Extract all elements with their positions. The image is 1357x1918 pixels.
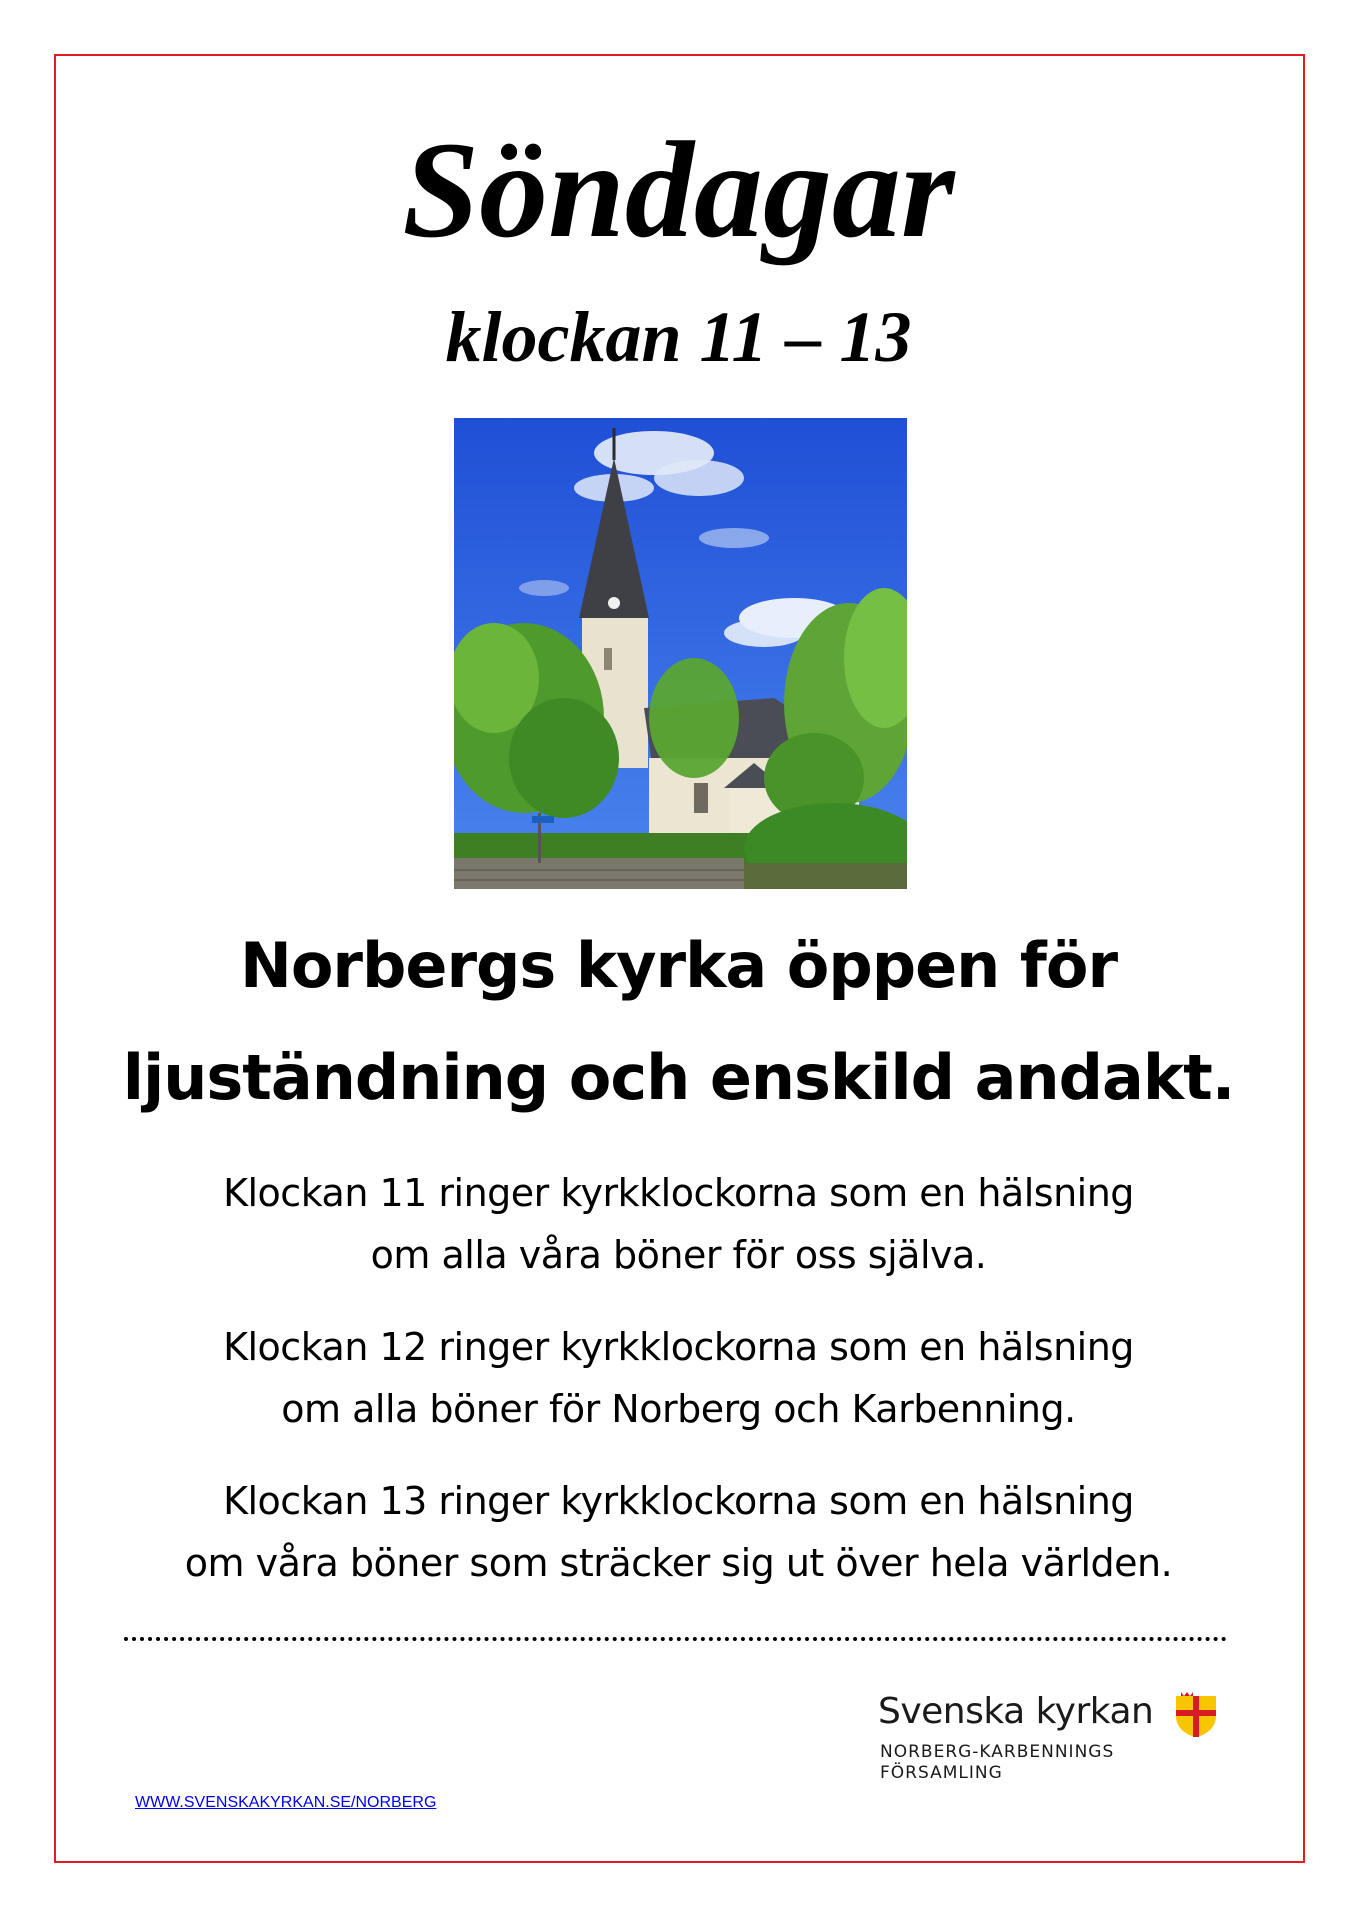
main-heading-line-2: ljuständning och enskild andakt. (122, 1041, 1235, 1114)
page-title: Söndagar (402, 113, 955, 266)
dotted-divider (124, 1637, 1227, 1641)
website-link[interactable]: WWW.SVENSKAKYRKAN.SE/NORBERG (135, 1794, 437, 1811)
main-heading-line-1: Norbergs kyrka öppen för (239, 929, 1118, 1002)
logo-subtitle-line-2: FÖRSAMLING (880, 1763, 1003, 1783)
church-photo (454, 418, 907, 889)
main-heading (0, 910, 1357, 1134)
church-crest-icon (1174, 1692, 1218, 1738)
bell-paragraph-13 (0, 1470, 1357, 1594)
paragraph-line: Klockan 13 ringer kyrkklockorna som en hälsning (223, 1479, 1134, 1523)
logo-subtitle-line-1: NORBERG-KARBENNINGS (880, 1742, 1115, 1762)
paragraph-line: Klockan 11 ringer kyrkklockorna som en hälsning (223, 1171, 1134, 1215)
paragraph-line: om alla böner för Norberg och Karbenning. (281, 1387, 1076, 1431)
logo-name: Svenska kyrkan (878, 1691, 1154, 1732)
bell-paragraph-11 (0, 1162, 1357, 1286)
paragraph-line: om alla våra böner för oss själva. (370, 1233, 987, 1277)
paragraph-line: Klockan 12 ringer kyrkklockorna som en hälsning (223, 1325, 1134, 1369)
paragraph-line: om våra böner som sträcker sig ut över hela världen. (184, 1541, 1173, 1585)
page-subtitle: klockan 11 – 13 (445, 297, 912, 377)
svenska-kyrkan-logo (878, 1690, 1238, 1790)
logo-subtitle (880, 1742, 1114, 1784)
bell-paragraph-12 (0, 1316, 1357, 1440)
